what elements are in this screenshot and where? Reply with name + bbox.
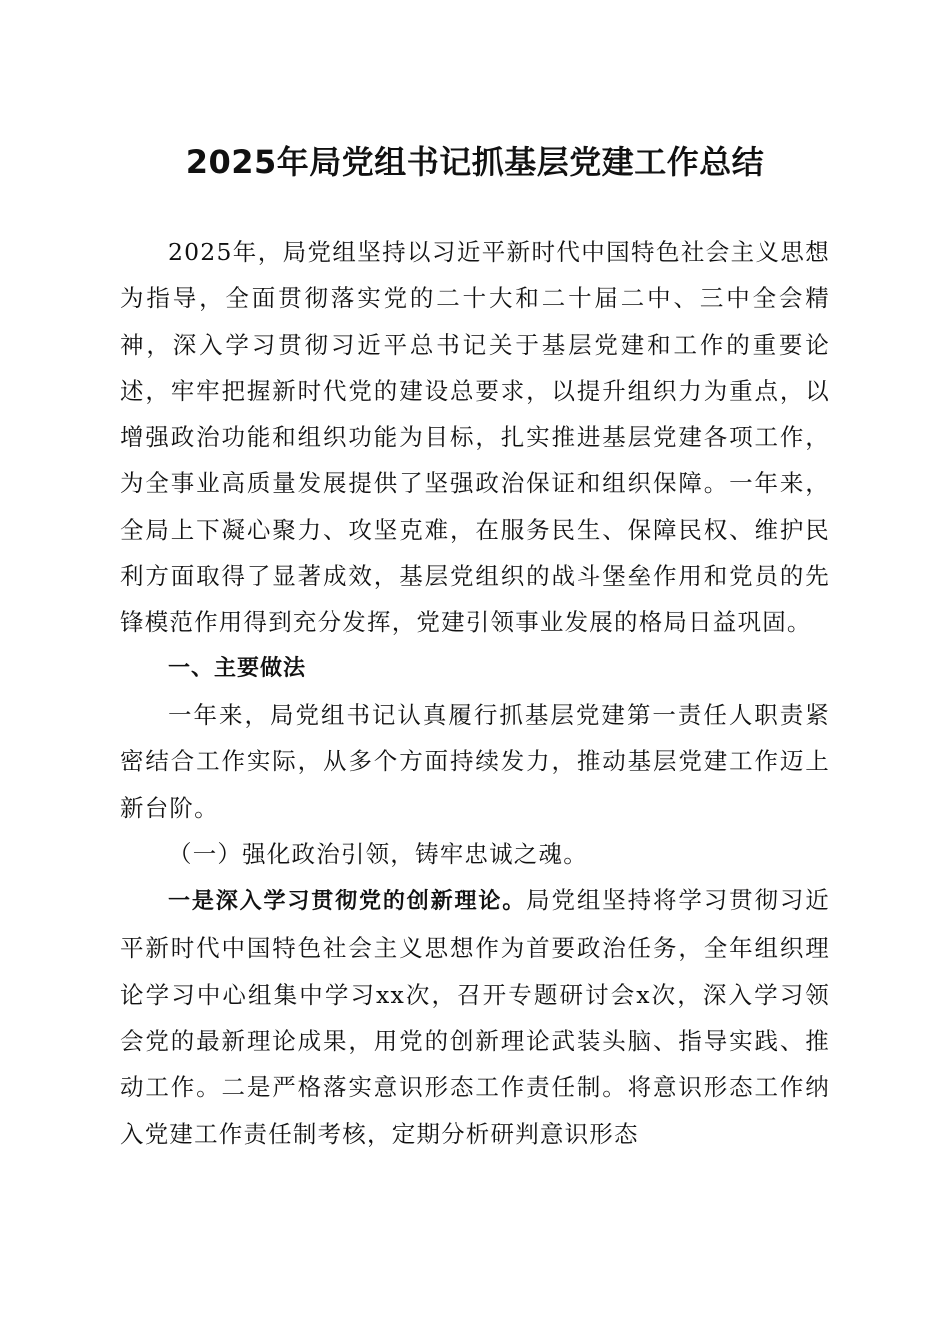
paragraph-lead-sentence: 一是深入学习贯彻党的创新理论。 <box>168 889 527 915</box>
section-intro-paragraph: 一年来，局党组书记认真履行抓基层党建第一责任人职责紧密结合工作实际，从多个方面持续发力，推动基层党建工作迈上新台阶。 <box>120 700 830 822</box>
document-body <box>120 229 830 1157</box>
intro-paragraph: 2025年，局党组坚持以习近平新时代中国特色社会主义思想为指导，全面贯彻落实党的二十大和二十届二中、三中全会精神，深入学习贯彻习近平总书记关于基层党建和工作的重要论述，牢牢把握新时代党的建设总要求，以提升组织力为重点，以增强政治功能和组织功能为目标，扎实推进基层党建各项工作，为全事业高质量发展提供了坚强政治保证和组织保障。一年来，全局上下凝心聚力、攻坚克难，在服务民生、保障民权、维护民利方面取得了显著成效，基层党组织的战斗堡垒作用和党员的先锋模范作用得到充分发挥，党建引领事业发展的格局日益巩固。 <box>120 238 830 637</box>
subsection-heading-political-leadership: （一）强化政治引领，铸牢忠诚之魂。 <box>168 839 588 868</box>
subsection-paragraph <box>120 877 830 1157</box>
document-title: 2025年局党组书记抓基层党建工作总结 <box>185 143 765 181</box>
section-heading-main-practices: 一、主要做法 <box>168 655 307 681</box>
paragraph-body-text: 局党组坚持将学习贯彻习近平新时代中国特色社会主义思想作为首要政治任务，全年组织理论学习中心组集中学习xx次，召开专题研讨会x次，深入学习领会党的最新理论成果，用党的创新理论武装头脑、指导实践、推动工作。二是严格落实意识形态工作责任制。将意识形态工作纳入党建工作责任制考核，定期分析研判意识形态 <box>120 886 830 1148</box>
